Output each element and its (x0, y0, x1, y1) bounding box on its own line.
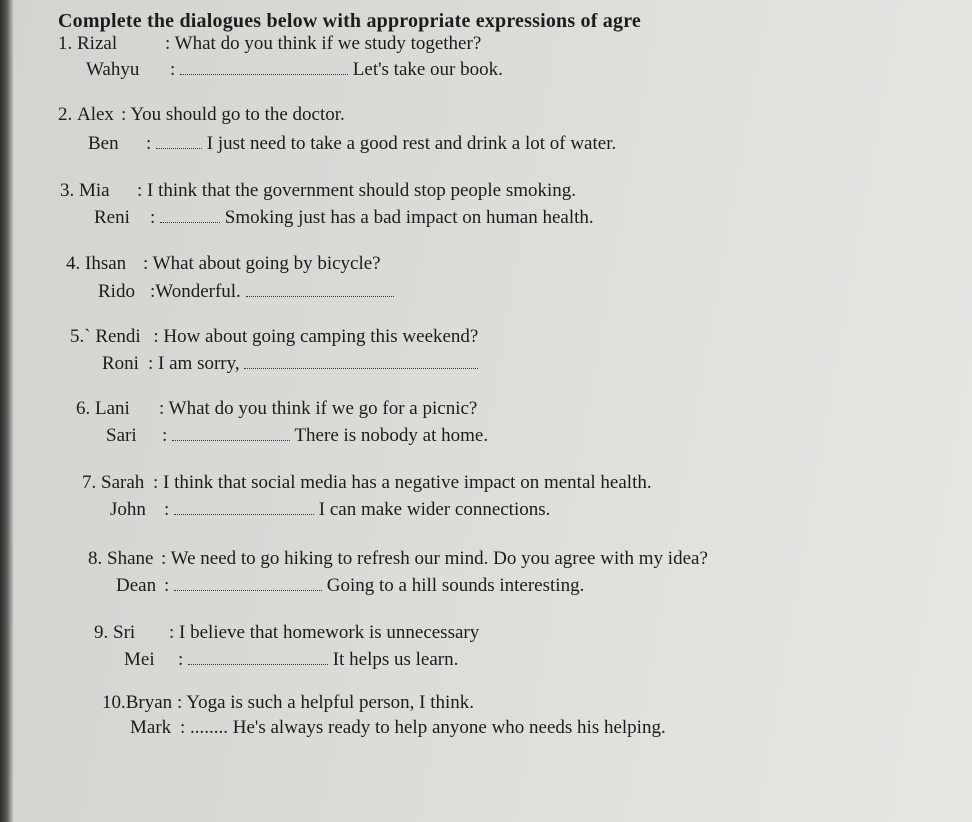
speaker-b-after: He's always ready to help anyone who needs his helping. (232, 717, 666, 738)
speaker-a-name: Ihsan (85, 253, 127, 274)
speaker-b-name: John (110, 499, 146, 520)
answer-blank[interactable] (156, 132, 202, 149)
speaker-a-line: : We need to go hiking to refresh our mind. Do you agree with my idea? (161, 548, 708, 569)
speaker-b-colon: : (164, 499, 170, 520)
dialogue-number: 5.` (70, 326, 91, 347)
speaker-a-name: Shane (107, 548, 154, 569)
dialogue-number: 4. (66, 253, 81, 274)
speaker-b-name: Wahyu (86, 59, 140, 80)
dialogue-2-line-a (58, 104, 345, 126)
dialogue-number: 9. (94, 622, 109, 643)
dialogue-2-line-b (88, 132, 616, 155)
speaker-a-name: Alex (77, 104, 114, 125)
dialogue-7-line-a (82, 472, 652, 494)
speaker-a-name: Sarah (101, 472, 145, 493)
speaker-b-after: Smoking just has a bad impact on human health. (224, 207, 594, 228)
answer-blank[interactable] (246, 280, 394, 297)
speaker-b-name: Mei (124, 649, 155, 670)
dialogue-4-line-a (66, 253, 381, 275)
speaker-a-name: Bryan (125, 692, 173, 713)
speaker-b-colon: : (178, 649, 184, 670)
speaker-b-before: Wonderful. (155, 281, 241, 302)
dialogue-8-line-a (88, 548, 708, 570)
speaker-a-line: : I think that social media has a negative impact on mental health. (153, 472, 652, 493)
speaker-b-before: I am sorry, (158, 353, 240, 374)
speaker-b-name: Sari (106, 425, 137, 446)
dialogue-9-line-a (94, 622, 479, 644)
speaker-b-name: Roni (102, 353, 139, 374)
speaker-a-name: Rizal (77, 33, 118, 54)
speaker-a-line: : I believe that homework is unnecessary (169, 622, 480, 643)
dialogue-3-line-b (94, 206, 594, 229)
speaker-b-after: Let's take our book. (352, 59, 503, 80)
speaker-a-line: : Yoga is such a helpful person, I think. (176, 692, 475, 713)
dialogue-1-line-a (58, 33, 481, 55)
answer-blank[interactable] (188, 648, 328, 665)
answer-blank[interactable] (180, 58, 348, 75)
speaker-a-line: : What do you think if we go for a picnic? (159, 398, 478, 419)
speaker-b-colon[interactable]: : ........ (180, 717, 229, 738)
dialogue-7-line-b (110, 498, 550, 521)
dialogue-6-line-a (76, 398, 477, 420)
dialogue-6-line-b (106, 424, 488, 447)
speaker-b-name: Dean (116, 575, 157, 596)
dialogue-number: 3. (60, 180, 75, 201)
speaker-a-line: : What do you think if we study together? (165, 33, 482, 54)
speaker-a-name: Rendi (95, 326, 141, 347)
speaker-a-line: : How about going camping this weekend? (153, 326, 479, 347)
speaker-b-after: Going to a hill sounds interesting. (326, 575, 585, 596)
speaker-b-name: Rido (98, 281, 135, 302)
dialogue-number: 6. (76, 398, 91, 419)
dialogue-10-line-a (102, 692, 474, 714)
speaker-b-colon: : (150, 281, 156, 302)
speaker-b-colon: : (164, 575, 170, 596)
speaker-a-line: : What about going by bicycle? (143, 253, 381, 274)
dialogue-number: 10. (102, 692, 126, 713)
dialogue-1-line-b (86, 58, 503, 81)
speaker-b-colon: : (150, 207, 156, 228)
dialogue-10-line-b (130, 717, 666, 739)
speaker-b-colon: : (170, 59, 176, 80)
answer-blank[interactable] (174, 574, 322, 591)
speaker-a-line: : You should go to the doctor. (121, 104, 345, 125)
speaker-b-after: I can make wider connections. (318, 499, 551, 520)
speaker-b-colon: : (146, 133, 152, 154)
speaker-b-after: I just need to take a good rest and drink a lot of water. (206, 133, 617, 154)
dialogue-9-line-b (124, 648, 458, 671)
speaker-b-name: Ben (88, 133, 119, 154)
speaker-a-name: Sri (113, 622, 136, 643)
speaker-b-name: Reni (94, 207, 130, 228)
dialogue-number: 8. (88, 548, 103, 569)
dialogue-number: 2. (58, 104, 73, 125)
dialogue-3-line-a (60, 180, 576, 202)
answer-blank[interactable] (172, 424, 290, 441)
speaker-b-colon: : (148, 353, 154, 374)
dialogue-number: 1. (58, 33, 73, 54)
answer-blank[interactable] (160, 206, 220, 223)
dialogue-4-line-b (98, 280, 394, 303)
answer-blank[interactable] (174, 498, 314, 515)
speaker-b-colon: : (162, 425, 168, 446)
dialogue-8-line-b (116, 574, 584, 597)
speaker-a-name: Mia (79, 180, 110, 201)
page-shadow-edge (0, 0, 14, 822)
speaker-b-after: It helps us learn. (332, 649, 459, 670)
speaker-a-name: Lani (95, 398, 130, 419)
speaker-b-after: There is nobody at home. (294, 425, 489, 446)
dialogue-5-line-a (70, 326, 478, 348)
instruction-heading: Complete the dialogues below with appropriate expressions of agre (58, 10, 641, 32)
dialogue-5-line-b (102, 352, 478, 375)
answer-blank[interactable] (244, 352, 478, 369)
speaker-b-name: Mark (130, 717, 172, 738)
speaker-a-line: : I think that the government should stop people smoking. (137, 180, 577, 201)
dialogue-number: 7. (82, 472, 97, 493)
